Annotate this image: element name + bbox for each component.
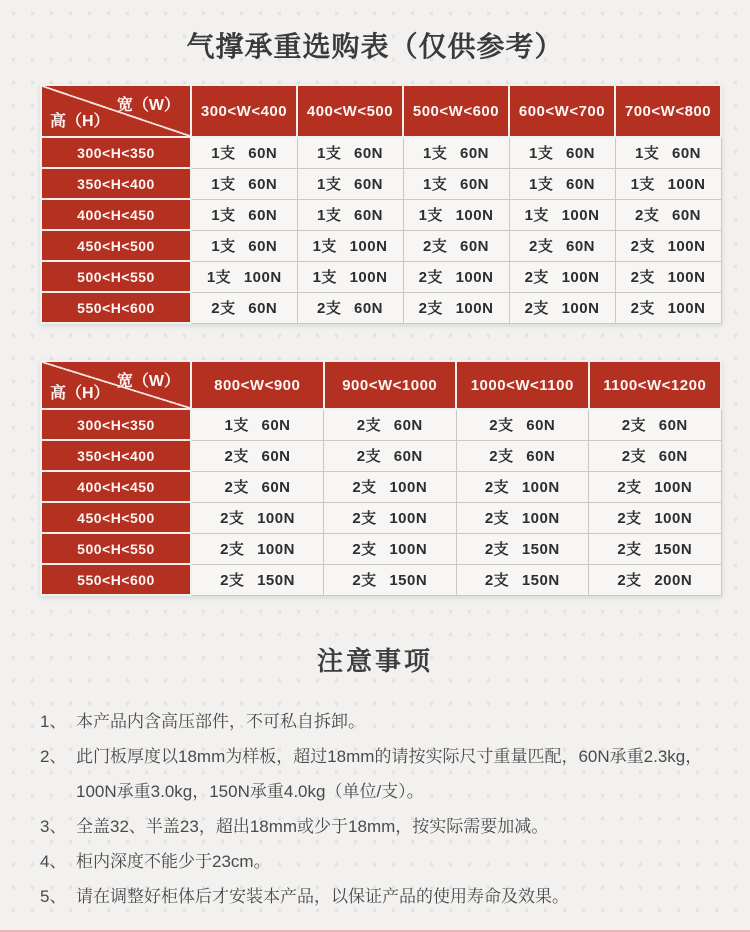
- corner-height-label: 高（H）: [50, 113, 110, 130]
- height-row-label: 450<H<500: [41, 502, 191, 533]
- load-value-cell: 2支 100N: [403, 292, 509, 323]
- load-value-cell: 2支 100N: [615, 261, 721, 292]
- load-value-cell: 1支 60N: [509, 168, 615, 199]
- height-row-label: 500<H<550: [41, 533, 191, 564]
- load-value-cell: 2支 60N: [589, 440, 722, 471]
- load-value-cell: 1支 100N: [615, 168, 721, 199]
- load-value-cell: 1支 100N: [509, 199, 615, 230]
- load-value-cell: 2支 150N: [324, 564, 457, 595]
- load-value-cell: 2支 150N: [456, 533, 589, 564]
- table-row: [41, 409, 721, 440]
- load-value-cell: 1支 60N: [509, 137, 615, 168]
- load-capacity-table-1: [40, 84, 722, 324]
- width-column-header: 400<W<500: [297, 85, 403, 137]
- load-value-cell: 2支 150N: [191, 564, 324, 595]
- load-value-cell: 2支 100N: [509, 261, 615, 292]
- note-item: [40, 844, 712, 879]
- table-row: [41, 137, 721, 168]
- table-row: [41, 230, 721, 261]
- load-value-cell: 1支 60N: [297, 199, 403, 230]
- load-value-cell: 2支 60N: [456, 409, 589, 440]
- height-row-label: 450<H<500: [41, 230, 191, 261]
- height-row-label: 400<H<450: [41, 199, 191, 230]
- note-item: [40, 809, 712, 844]
- height-row-label: 400<H<450: [41, 471, 191, 502]
- width-column-header: 1000<W<1100: [456, 361, 589, 409]
- load-value-cell: 2支 100N: [324, 533, 457, 564]
- note-number: 5、: [40, 887, 67, 906]
- load-value-cell: 2支 100N: [403, 261, 509, 292]
- load-value-cell: 2支 60N: [297, 292, 403, 323]
- load-value-cell: 2支 100N: [589, 471, 722, 502]
- load-value-cell: 2支 100N: [456, 502, 589, 533]
- table-row: [41, 168, 721, 199]
- load-value-cell: 1支 60N: [191, 409, 324, 440]
- width-column-header: 900<W<1000: [324, 361, 457, 409]
- load-value-cell: 2支 60N: [589, 409, 722, 440]
- table-row: [41, 502, 721, 533]
- load-value-cell: 2支 100N: [456, 471, 589, 502]
- note-text: 全盖32、半盖23，超出18mm或少于18mm，按实际需要加减。: [76, 817, 549, 836]
- width-column-header: 500<W<600: [403, 85, 509, 137]
- height-row-label: 550<H<600: [41, 564, 191, 595]
- corner-header-cell: [41, 361, 191, 409]
- load-value-cell: 2支 100N: [324, 502, 457, 533]
- note-text: 此门板厚度以18mm为样板，超过18mm的请按实际尺寸重量匹配，60N承重2.3kg，100N承重3.0kg，150N承重4.0kg（单位/支）。: [76, 747, 703, 801]
- note-number: 3、: [40, 817, 67, 836]
- width-column-header: 700<W<800: [615, 85, 721, 137]
- height-row-label: 350<H<400: [41, 440, 191, 471]
- load-value-cell: 2支 60N: [615, 199, 721, 230]
- notes-title: 注意事项: [316, 646, 433, 676]
- load-value-cell: 2支 60N: [191, 292, 297, 323]
- load-value-cell: 1支 60N: [191, 199, 297, 230]
- load-value-cell: 1支 60N: [297, 137, 403, 168]
- corner-height-label: 高（H）: [50, 385, 110, 402]
- corner-width-label: 宽（W）: [116, 97, 180, 114]
- width-column-header: 1100<W<1200: [589, 361, 722, 409]
- load-value-cell: 2支 150N: [589, 533, 722, 564]
- load-value-cell: 1支 100N: [297, 230, 403, 261]
- load-value-cell: 2支 100N: [191, 533, 324, 564]
- note-text: 本产品内含高压部件，不可私自拆卸。: [76, 712, 365, 731]
- table-row: [41, 533, 721, 564]
- note-text: 柜内深度不能少于23cm。: [76, 852, 271, 871]
- table-row: [41, 440, 721, 471]
- load-value-cell: 2支 100N: [615, 292, 721, 323]
- load-value-cell: 1支 60N: [615, 137, 721, 168]
- load-value-cell: 1支 60N: [191, 230, 297, 261]
- load-value-cell: 2支 100N: [324, 471, 457, 502]
- load-value-cell: 2支 100N: [191, 502, 324, 533]
- load-value-cell: 1支 100N: [403, 199, 509, 230]
- corner-width-label: 宽（W）: [116, 373, 180, 390]
- height-row-label: 300<H<350: [41, 409, 191, 440]
- note-number: 4、: [40, 852, 67, 871]
- load-value-cell: 2支 200N: [589, 564, 722, 595]
- note-item: [40, 739, 712, 809]
- note-text: 请在调整好柜体后才安装本产品，以保证产品的使用寿命及效果。: [76, 887, 569, 906]
- width-column-header: 800<W<900: [191, 361, 324, 409]
- table-row: [41, 292, 721, 323]
- load-value-cell: 2支 60N: [324, 440, 457, 471]
- load-value-cell: 1支 60N: [403, 168, 509, 199]
- load-value-cell: 2支 100N: [589, 502, 722, 533]
- load-value-cell: 2支 100N: [615, 230, 721, 261]
- height-row-label: 300<H<350: [41, 137, 191, 168]
- load-value-cell: 2支 60N: [191, 471, 324, 502]
- load-value-cell: 1支 60N: [191, 137, 297, 168]
- load-capacity-table-2: [40, 360, 722, 596]
- load-value-cell: 2支 60N: [191, 440, 324, 471]
- height-row-label: 550<H<600: [41, 292, 191, 323]
- load-value-cell: 2支 60N: [509, 230, 615, 261]
- load-value-cell: 1支 60N: [297, 168, 403, 199]
- load-value-cell: 2支 150N: [456, 564, 589, 595]
- table-row: [41, 564, 721, 595]
- load-value-cell: 2支 60N: [456, 440, 589, 471]
- note-item: [40, 704, 712, 739]
- width-column-header: 600<W<700: [509, 85, 615, 137]
- corner-header-cell: [41, 85, 191, 137]
- table-row: [41, 471, 721, 502]
- page-title: 气撑承重选购表（仅供参考）: [186, 31, 564, 62]
- note-item: [40, 879, 712, 914]
- note-number: 1、: [40, 712, 67, 731]
- load-value-cell: 1支 60N: [403, 137, 509, 168]
- load-value-cell: 1支 100N: [297, 261, 403, 292]
- table-row: [41, 199, 721, 230]
- notes-list: [40, 704, 712, 914]
- load-value-cell: 2支 100N: [509, 292, 615, 323]
- load-value-cell: 2支 60N: [403, 230, 509, 261]
- height-row-label: 350<H<400: [41, 168, 191, 199]
- table-row: [41, 261, 721, 292]
- load-value-cell: 1支 60N: [191, 168, 297, 199]
- width-column-header: 300<W<400: [191, 85, 297, 137]
- load-value-cell: 1支 100N: [191, 261, 297, 292]
- note-number: 2、: [40, 747, 67, 766]
- height-row-label: 500<H<550: [41, 261, 191, 292]
- load-value-cell: 2支 60N: [324, 409, 457, 440]
